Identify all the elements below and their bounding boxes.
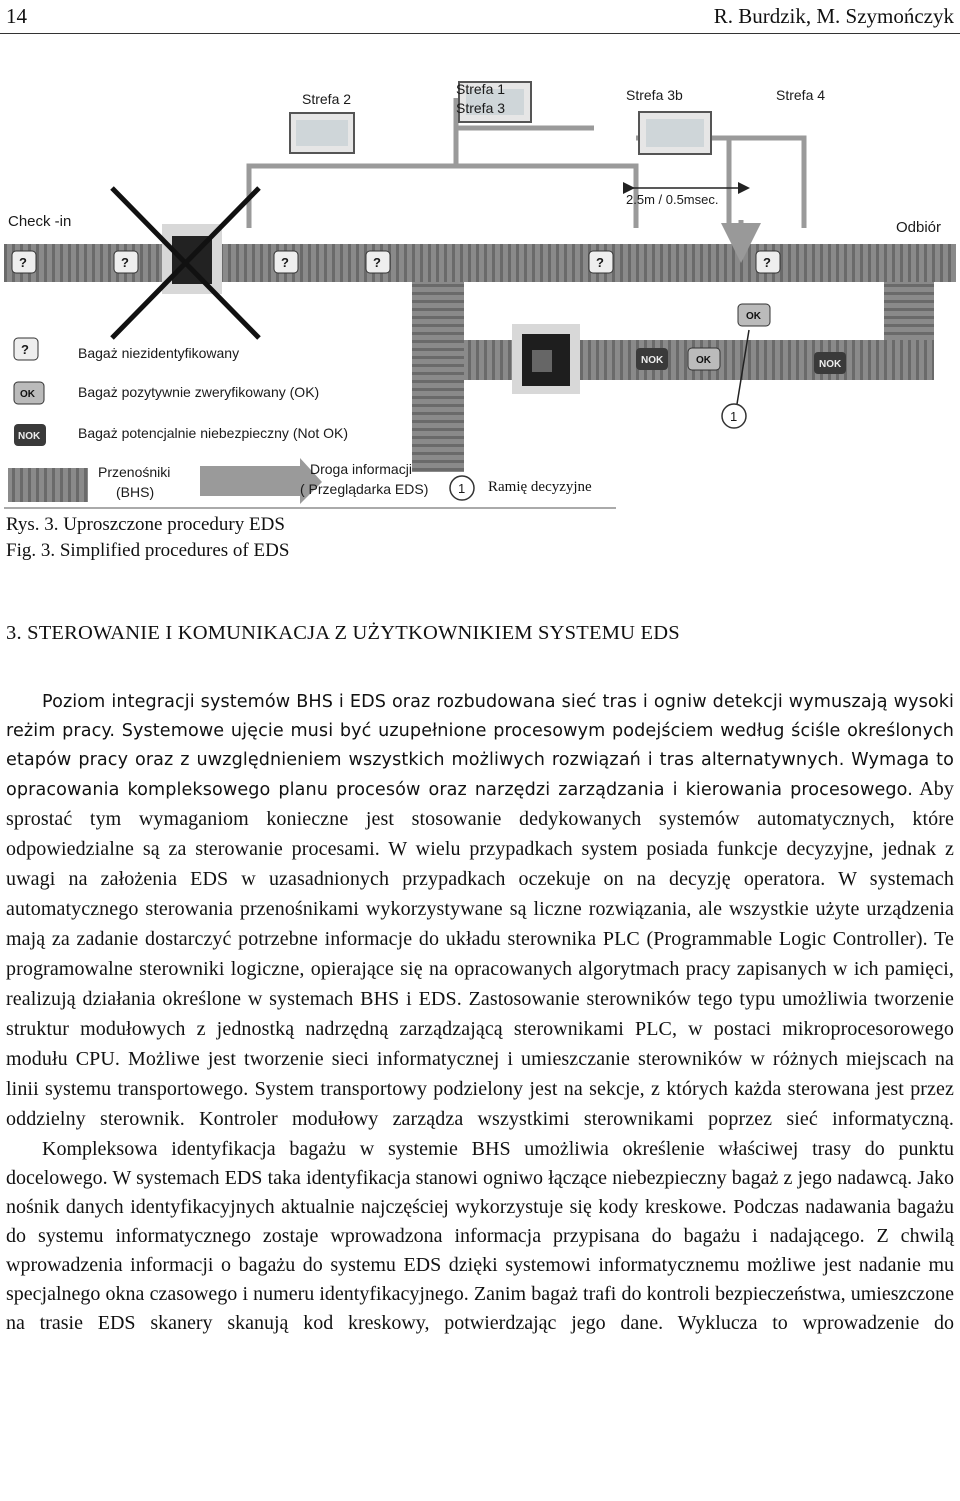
section-heading: 3. STEROWANIE I KOMUNIKACJA Z UŻYTKOWNIKIEM SYSTEMU EDS xyxy=(6,622,680,644)
legend-decision-number: 1 xyxy=(458,481,466,496)
label-odbior: Odbiór xyxy=(896,219,942,236)
page-header xyxy=(6,4,954,28)
header-rule xyxy=(0,33,960,34)
body-text xyxy=(6,688,954,1338)
paragraph-1 xyxy=(6,688,954,1135)
paragraph-1-part-b: Aby sprostać tym wymaganiom konieczne jest stosowanie dedykowanych systemów automatycznych, które odpowiedzialne są za sterowanie procesami. W wielu przypadkach system posiada funkcje decyzyjne, jednak z uwagi na założenia EDS w uzasadnionych przypadkach oczekuje on na decyzję operatora. W systemach automatycznego sterowania przenośnikami wykorzystywane są liczne rozwiązania, ale wszystkie użyte urządzenia mają za zadanie dostarczyć potrzebne informacje do układu sterownika PLC (Programmable Logic Controller). Te programowalne sterowniki logiczne, opierające się na opracowanych algorytmach pracy zapisanych w ich pamięci, realizują działania określone w systemach BHS i EDS. Zastosowanie sterowników tego typu umożliwia tworzenie struktur modułowych z jednostką nadrzędną zarządzającą sterownikami PLC, w postaci mikroprocesorowego modułu CPU. Możliwe jest tworzenie sieci informatycznej i umieszczanie sterowników w różnych miejscach na linii systemu transportowego. System transportowy podzielony jest na sekcje, z których każda sterowana jest przez oddzielny sterownik. Kontroler modułowy zarządza wszystkimi sterownikami poprzez sieć informatyczną. xyxy=(6,778,954,1130)
screen-strefa3b xyxy=(639,112,711,154)
label-strefa4: Strefa 4 xyxy=(776,87,826,103)
paragraph-1-part-a: Poziom integracji systemów BHS i EDS oraz rozbudowana sieć tras i ogniw detekcji wymuszają wysoki reżim pracy. Systemowe ujęcie musi być uzupełnione procesowym podejściem według ściśle określonych etapów pracy oraz z uwzględnieniem wszystkich możliwych rozwiązań i tras alternatywnych. Wymaga to opracowania kompleksowego planu procesów oraz narzędzi zarządzania i kierowania procesowego. xyxy=(6,692,954,800)
legend-nok-label: NOK xyxy=(18,431,41,442)
label-strefa2: Strefa 2 xyxy=(302,91,352,107)
label-strefa3: Strefa 3 xyxy=(456,100,506,116)
legend-unknown-mark: ? xyxy=(21,342,29,357)
ok-label: OK xyxy=(746,311,761,322)
decision-arm-number: 1 xyxy=(730,409,738,424)
unknown-mark: ? xyxy=(121,255,129,270)
legend-conveyors-1: Przenośniki xyxy=(98,464,171,480)
legend-unidentified: Bagaż niezidentyfikowany xyxy=(78,345,240,361)
legend-ok: Bagaż pozytywnie zweryfikowany (OK) xyxy=(78,384,320,400)
diagram-svg xyxy=(4,68,956,510)
unknown-mark: ? xyxy=(19,255,27,270)
legend-conveyor-swatch xyxy=(8,468,88,502)
ok-label: OK xyxy=(696,355,711,366)
label-check-in: Check -in xyxy=(8,213,72,230)
unknown-mark: ? xyxy=(373,255,381,270)
figure-caption-en: Fig. 3. Simplified procedures of EDS xyxy=(6,540,290,561)
paragraph-2: Kompleksowa identyfikacja bagażu w systemie BHS umożliwia określenie właściwej trasy do punktu docelowego. W systemach EDS taka identyfikacja stanowi ogniwo łączące niebezpieczny bagaż z jego nadawcą. Jako nośnik danych identyfikacyjnych aktualnie najczęściej wykorzystuje się kody kreskowe. Podczas nadawania bagażu do systemu informatycznego zostaje wprowadzona informacja przypisana do bagażu i nadającego. Z chwilą wprowadzenia informacji o bagażu do systemu EDS dzięki systemowi informatycznemu możliwe jest nadanie mu specjalnego okna czasowego i numeru identyfikacyjnego. Zanim bagaż trafi do kontroli bezpieczeństwa, umieszczone na trasie EDS skanery skanują kod kreskowy, potwierdzając jego dane. Wyklucza to wprowadzenie do xyxy=(6,1138,954,1334)
label-strefa3b: Strefa 3b xyxy=(626,87,683,103)
unknown-mark: ? xyxy=(596,255,604,270)
legend-nok: Bagaż potencjalnie niebezpieczny (Not OK) xyxy=(78,425,349,441)
running-authors: R. Burdzik, M. Szymończyk xyxy=(713,4,954,28)
eds-procedure-diagram xyxy=(4,68,956,510)
label-strefa1: Strefa 1 xyxy=(456,81,506,97)
nok-label: NOK xyxy=(819,359,842,370)
legend-conveyors-2: (BHS) xyxy=(116,484,155,500)
branch-conveyor-left xyxy=(412,282,464,472)
scanner-icon xyxy=(512,324,580,394)
figure-caption-pl: Rys. 3. Uproszczone procedury EDS xyxy=(6,514,285,535)
legend-ok-label: OK xyxy=(20,389,35,400)
legend-info-2: ( Przeglądarka EDS) xyxy=(300,481,429,497)
main-conveyor-top xyxy=(4,244,956,282)
legend-decision-arm: Ramię decyzyjne xyxy=(488,479,592,495)
nok-label: NOK xyxy=(641,355,664,366)
unknown-mark: ? xyxy=(281,255,289,270)
unknown-mark: ? xyxy=(763,255,771,270)
label-distance: 2.5m / 0.5msec. xyxy=(626,192,719,207)
page-number: 14 xyxy=(6,4,27,28)
screen-strefa2 xyxy=(290,113,354,153)
legend-info-1: Droga informacji xyxy=(310,461,412,477)
